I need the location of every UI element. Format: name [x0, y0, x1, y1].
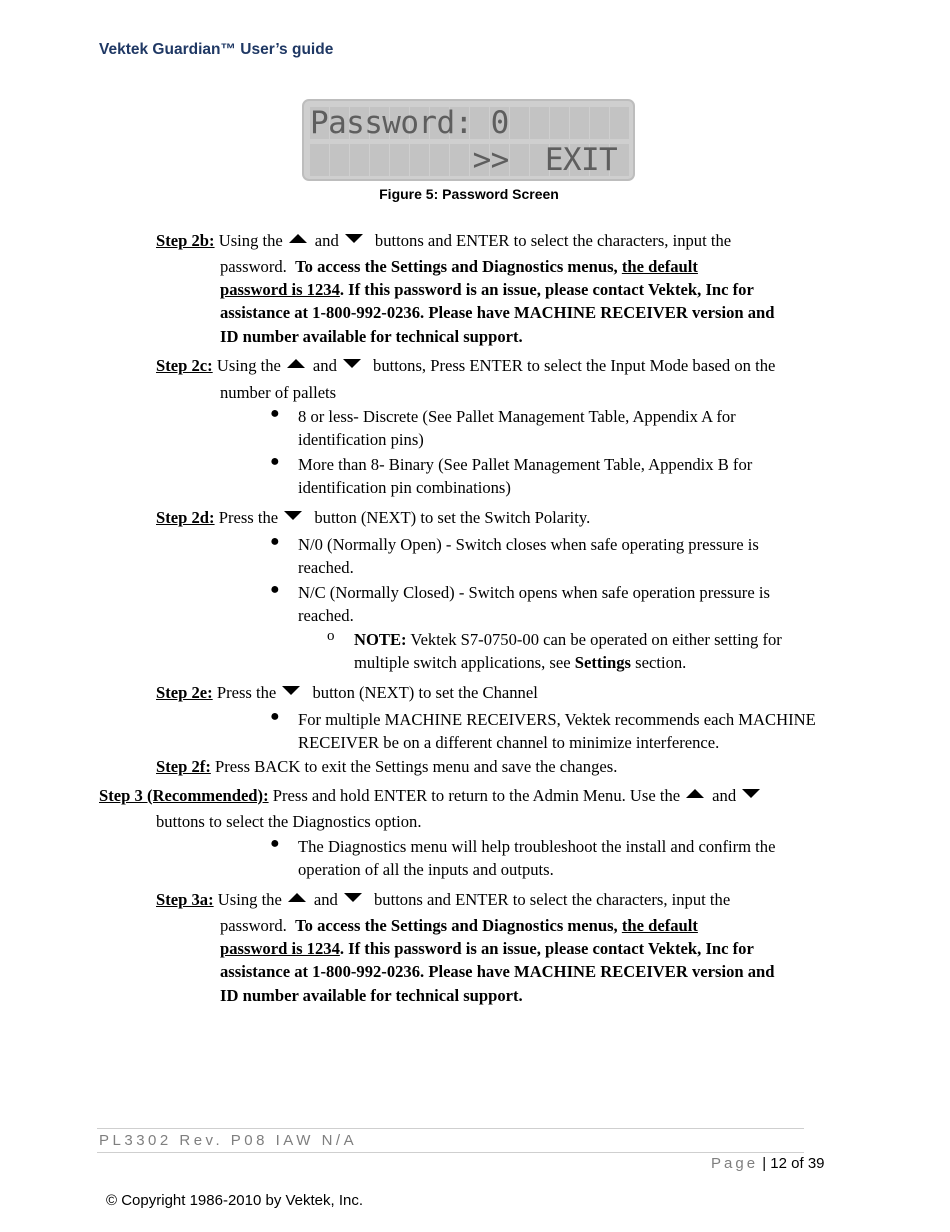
- list-item-cont: operation of all the inputs and outputs.: [298, 860, 554, 879]
- bullet-icon: ●: [270, 835, 280, 852]
- sub-bullet-icon: o: [327, 628, 335, 644]
- lcd-cell: [570, 107, 589, 139]
- step-3a-text-2: buttons and ENTER to select the characters, input the: [373, 890, 731, 909]
- step-2c-label: Step 2c:: [156, 356, 213, 375]
- list-item: N/0 (Normally Open) - Switch closes when safe operating pressure is: [298, 535, 759, 554]
- footer-divider-bottom: [97, 1152, 804, 1153]
- down-arrow-icon: [343, 359, 361, 368]
- step-2d-text-1: Press the: [218, 508, 279, 527]
- step-3a-text-1: Using the: [217, 890, 282, 909]
- step-2b-text-2: buttons and ENTER to select the characters, input the: [374, 231, 732, 250]
- current-page: 12: [770, 1155, 787, 1172]
- password-word: password.: [220, 257, 287, 276]
- list-item-cont: identification pin combinations): [298, 478, 511, 497]
- list-item: For multiple MACHINE RECEIVERS, Vektek recommends each MACHINE: [298, 710, 816, 729]
- default-text: the default: [621, 257, 698, 276]
- lcd-cell: [530, 107, 549, 139]
- contact-text: . If this password is an issue, please contact Vektek, Inc for: [339, 939, 754, 958]
- password-word: password.: [220, 916, 287, 935]
- step-3-text-1: Press and hold ENTER to return to the Admin Menu. Use the: [272, 786, 681, 805]
- step-3a-line-5: ID number available for technical support.: [220, 986, 523, 1005]
- step-3a-line-4: assistance at 1-800-992-0236. Please have MACHINE RECEIVER version and: [220, 962, 775, 981]
- copyright-notice: © Copyright 1986-2010 by Vektek, Inc.: [106, 1192, 364, 1209]
- lcd-cell: [510, 107, 529, 139]
- down-arrow-icon: [742, 789, 760, 798]
- step-3-label: Step 3 (Recommended):: [99, 786, 269, 805]
- step-2c-line-1: [156, 354, 775, 378]
- lcd-cell: [610, 107, 629, 139]
- default-text: the default: [621, 916, 698, 935]
- settings-access-text: To access the Settings and Diagnostics menus,: [295, 257, 618, 276]
- step-2d-label: Step 2d:: [156, 508, 215, 527]
- bullet-icon: ●: [270, 453, 280, 470]
- down-arrow-icon: [284, 511, 302, 520]
- step-3a-line-1: [156, 888, 730, 912]
- step-2b-text-1: Using the: [218, 231, 283, 250]
- page-number: [711, 1155, 825, 1172]
- page-separator: |: [762, 1155, 767, 1172]
- page-word: Page: [711, 1155, 759, 1172]
- down-arrow-icon: [345, 234, 363, 243]
- lcd-line-1: Password: 0: [310, 105, 509, 141]
- note-line-2: [354, 651, 686, 675]
- lcd-cell: [590, 107, 609, 139]
- step-2f-line: [156, 755, 617, 779]
- bullet-icon: ●: [270, 581, 280, 598]
- bullet-icon: ●: [270, 533, 280, 550]
- bullet-icon: ●: [270, 708, 280, 725]
- and-text: and: [314, 231, 339, 250]
- settings-ref: Settings: [574, 653, 632, 672]
- step-2c-text-2: buttons, Press ENTER to select the Input Mode based on the: [373, 356, 776, 375]
- step-2c-line-2: number of pallets: [220, 383, 337, 402]
- step-2b-label: Step 2b:: [156, 231, 215, 250]
- list-item: N/C (Normally Closed) - Switch opens when safe operation pressure is: [298, 583, 770, 602]
- up-arrow-icon: [287, 359, 305, 368]
- list-item: The Diagnostics menu will help troubleshoot the install and confirm the: [298, 837, 776, 856]
- step-3a-label: Step 3a:: [156, 890, 214, 909]
- footer-divider-top: [97, 1128, 804, 1129]
- and-text: and: [312, 356, 337, 375]
- list-item-cont: reached.: [298, 558, 354, 577]
- note-label: NOTE:: [354, 630, 407, 649]
- note-text-2: multiple switch applications, see: [354, 653, 571, 672]
- step-2b-line-1: [156, 229, 731, 253]
- step-3-line-1: [99, 784, 768, 808]
- step-2b-line-2: [220, 255, 698, 279]
- step-3a-line-3: [220, 937, 754, 961]
- step-2d-line-1: [156, 506, 590, 530]
- lcd-password-screen: [302, 99, 635, 181]
- step-3a-line-2: [220, 914, 698, 938]
- footer-document-id: PL3302 Rev. P08 IAW N/A: [99, 1132, 358, 1149]
- bullet-icon: ●: [270, 405, 280, 422]
- step-2b-line-5: ID number available for technical support.: [220, 327, 523, 346]
- lcd-line-2: >> EXIT: [310, 142, 618, 178]
- down-arrow-icon: [282, 686, 300, 695]
- and-text: and: [712, 786, 737, 805]
- up-arrow-icon: [686, 789, 704, 798]
- default-password: password is 1234: [220, 939, 340, 958]
- step-2c-text-1: Using the: [216, 356, 281, 375]
- section-word: section.: [635, 653, 687, 672]
- step-3-line-2: buttons to select the Diagnostics option.: [156, 812, 422, 831]
- step-2b-line-4: assistance at 1-800-992-0236. Please have MACHINE RECEIVER version and: [220, 303, 775, 322]
- note-line-1: [354, 628, 782, 652]
- step-2e-text-1: Press the: [216, 683, 277, 702]
- contact-text: . If this password is an issue, please contact Vektek, Inc for: [339, 280, 754, 299]
- down-arrow-icon: [344, 893, 362, 902]
- note-text-1: Vektek S7-0750-00 can be operated on either setting for: [410, 630, 782, 649]
- step-2e-line-1: [156, 681, 538, 705]
- settings-access-text: To access the Settings and Diagnostics menus,: [295, 916, 618, 935]
- up-arrow-icon: [289, 234, 307, 243]
- step-2e-text-2: button (NEXT) to set the Channel: [312, 683, 538, 702]
- list-item-cont: reached.: [298, 606, 354, 625]
- figure-caption: Figure 5: Password Screen: [379, 186, 559, 202]
- list-item: More than 8- Binary (See Pallet Management Table, Appendix B for: [298, 455, 753, 474]
- step-2d-text-2: button (NEXT) to set the Switch Polarity.: [314, 508, 591, 527]
- step-2f-label: Step 2f:: [156, 757, 211, 776]
- list-item-cont: identification pins): [298, 430, 424, 449]
- step-2b-line-3: [220, 278, 754, 302]
- and-text: and: [313, 890, 338, 909]
- total-pages: of 39: [791, 1155, 825, 1172]
- list-item: 8 or less- Discrete (See Pallet Management Table, Appendix A for: [298, 407, 736, 426]
- document-header-title: Vektek Guardian™ User’s guide: [99, 41, 334, 58]
- up-arrow-icon: [288, 893, 306, 902]
- default-password: password is 1234: [220, 280, 340, 299]
- lcd-cell: [550, 107, 569, 139]
- list-item-cont: RECEIVER be on a different channel to minimize interference.: [298, 733, 720, 752]
- step-2f-text: Press BACK to exit the Settings menu and save the changes.: [215, 757, 618, 776]
- step-2e-label: Step 2e:: [156, 683, 213, 702]
